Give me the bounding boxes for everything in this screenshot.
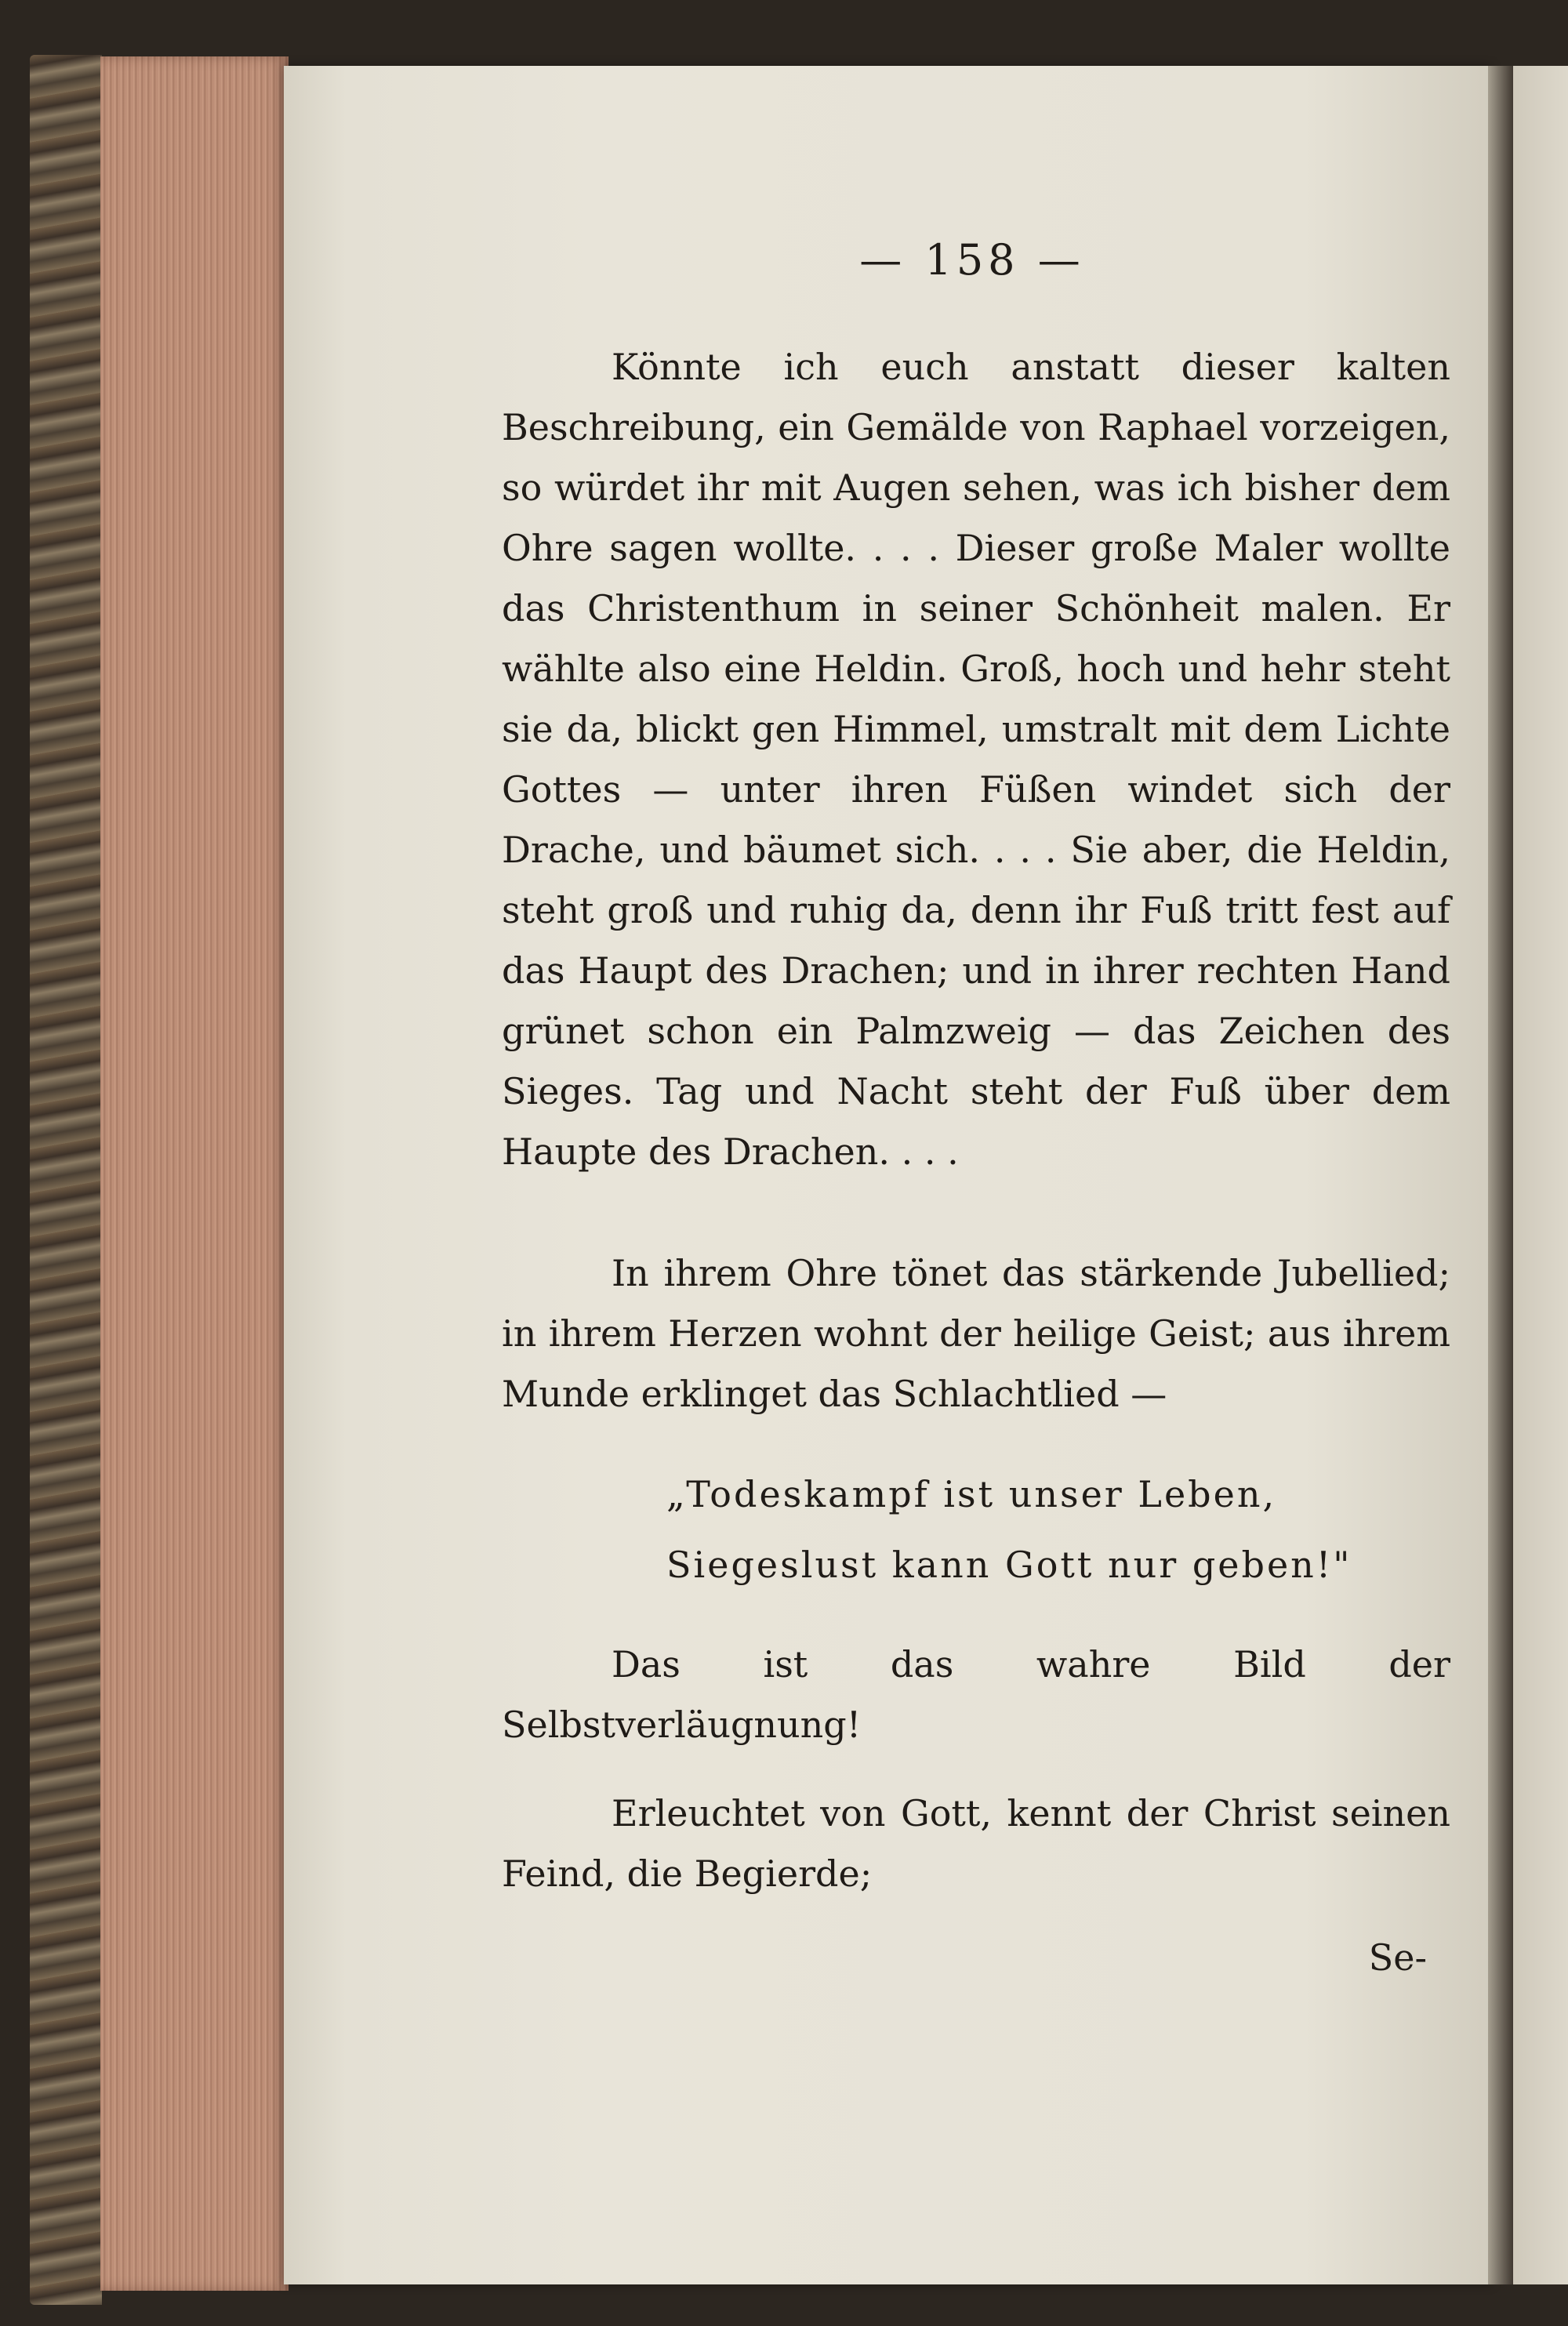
verse-line-2: Siegeslust kann Gott nur geben!" bbox=[666, 1544, 1352, 1586]
next-page-edge bbox=[1513, 66, 1568, 2284]
gutter-shadow bbox=[1488, 66, 1515, 2284]
paragraph-2: In ihrem Ohre tönet das stärkende Jubellied; in ihrem Herzen wohnt der heilige Geist; aus ihrem Munde erklinget das Schlachtlied — bbox=[502, 1252, 1450, 1415]
paragraph-1: Könnte ich euch anstatt dieser kalten Beschreibung, ein Gemälde von Raphael vorzeigen, so würdet ihr mit Augen sehen, was ich bisher dem Ohre sagen wollte. . . . Dieser große Maler wollte das Christenthum in seiner Schönheit malen. Er wählte also eine Heldin. Groß, hoch und hehr steht sie da, blickt gen Himmel, umstralt mit dem Lichte Gottes — unter ihren Füßen windet sich der Drache, und bäumet sich. . . . Sie aber, die Heldin, steht groß und ruhig da, denn ihr Fuß tritt fest auf das Haupt des Drachen; und in ihrer rechten Hand grünet schon ein Palmzweig — das Zeichen des Sieges. Tag und Nacht steht der Fuß über dem Haupte des Drachen. . . . bbox=[502, 346, 1450, 1173]
closing-line-1: Das ist das wahre Bild der Selbstverläugnung! bbox=[502, 1643, 1450, 1746]
body-text bbox=[502, 337, 1450, 1904]
closing-line-2: Erleuchtet von Gott, kennt der Christ seinen Feind, die Begierde; bbox=[502, 1792, 1450, 1895]
verse-block bbox=[502, 1459, 1450, 1600]
verse-line-1: „Todeskampf ist unser Leben, bbox=[666, 1473, 1277, 1515]
page-edges bbox=[100, 56, 289, 2291]
page-number: — 158 — bbox=[859, 235, 1085, 285]
catchword: Se- bbox=[1368, 1936, 1427, 1979]
marbled-cover bbox=[30, 55, 102, 2305]
